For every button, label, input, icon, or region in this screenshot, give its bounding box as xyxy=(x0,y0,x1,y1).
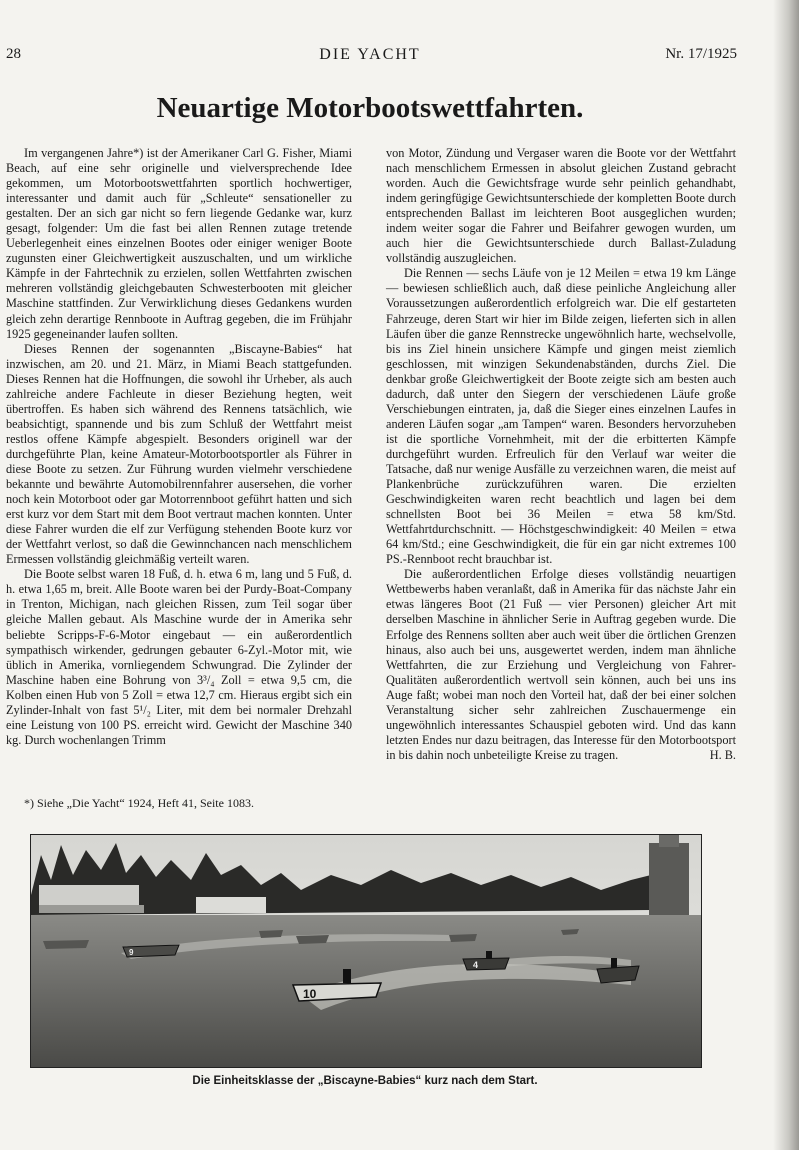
boat-number: 9 xyxy=(129,948,134,957)
paragraph: Die Boote selbst waren 18 Fuß, d. h. etwa 6 m, lang und 5 Fuß, d. h. etwa 1,65 m, breit. Alle Boote waren bei der Purdy-Boat-Company in Trenton, Michigan, nach gleichen Rissen, zum Teil sogar über gleiche Mallen gebaut. Als Maschine wurde der in Amerika sehr beliebte Scripps-F-6-Motor eingebaut — ein außerordentlich sympathisch wirkender, gedrungen gebauter 6-Zyl.-Motor mit, wie üblich in Amerika, vornliegendem Schwungrad. Die Zylinder der Maschine haben eine Bohrung von 3³/₄ Zoll = etwa 9,5 cm, die Kolben einen Hub von 5 Zoll = etwa 12,7 cm. Hieraus ergibt sich ein Zylinder-Inhalt von fast 5¹/₂ Liter, mit dem bei normaler Drehzahl eine Leistung von 100 PS. erreicht wird. Gewicht der Maschine 340 kg. Durch wochenlangen Trimm xyxy=(6,567,352,747)
left-column xyxy=(6,146,352,748)
paragraph: Dieses Rennen der sogenannten „Biscayne-Babies“ hat inzwischen, am 20. und 21. März, in Miami Beach stattgefunden. Dieses Rennen hat die Hoffnungen, die sowohl ihr Urheber, als auch zahlreiche andere Fachleute in dieser Beziehung hegten, weit übertroffen. Es haben sich während des Rennens tatsächlich, wie beabsichtigt, spannende und bis zum Schluß der Wettfahrt meist restlos offene Kämpfe abgespielt. Besonders originell war der durchgeführte Plan, keine Amateur-Motorbootsportler als Führer in diese Boote zu setzen. Zur Führung wurden vielmehr verschiedene bekannte und bewährte Automobilrennfahrer ausersehen, die vorher noch kein Motorboot oder gar Motorrennboot geführt hatten und sich erst kurz vor dem Start mit dem Boot vertraut machen konnten. Unter diese Fahrer wurden die elf zur Verfügung stehenden Boote kurz vor der Wettfahrt verlost, so daß die Gewinnchancen nach menschlichem Ermessen vollständig gleichmäßig verteilt waren. xyxy=(6,341,352,567)
boat-number: 10 xyxy=(303,987,317,1001)
paragraph: Die Rennen — sechs Läufe von je 12 Meilen = etwa 19 km Länge — bewiesen schließlich auch, daß diese peinliche Angleichung aller Voraussetzungen außerordentlich erfolgreich war. Die elf gestarteten Fahrzeuge, deren Start wir hier im Bilde zeigen, lieferten sich in allen Läufen über die ganze Rennstrecke ungewöhnlich harte, wechselvolle, bis ins Ziel hinein unsichere Kämpfe und gingen meist ziemlich geschlossen, mit winzigen Sekundenabständen, durchs Ziel. Die denkbar große Gleichwertigkeit der Boote zeigte sich am besten auch dadurch, daß unter den Siegern der verschiedenen Läufe große Verschiebungen eintraten, ja, daß die Sieger eines einzelnen Laufes in anderen Läufen sogar „am Tampen“ waren. Besonders hervorzuheben ist die sportliche Vornehmheit, mit der die erbitterten Kämpfe durchgeführt wurden. Erfreulich für den Verlauf war weiter die Tatsache, daß nur wenige Ausfälle zu verzeichnen waren, die meist auf Plankenbrüche zurückzuführen waren. Die erzielten Geschwindigkeiten waren recht beachtlich und lagen bei dem schnellsten Boot bei 36 Meilen = etwa 58 km/Std. Wettfahrtdurchschnitt. — Höchstgeschwindigkeit: 40 Meilen = etwa 64 km/Std.; eine Geschwindigkeit, die für ein gar nicht extremes 100 PS.-Rennboot recht brauchbar ist. xyxy=(386,266,736,567)
paragraph: von Motor, Zündung und Vergaser waren die Boote vor der Wettfahrt nach menschlichem Ermessen in absolut gleichen Zustand gebracht worden. Auch die Gewichtsfrage wurde sehr peinlich gehandhabt, indem geringfügige Gewichtsunterschiede der kompletten Boote durch entsprechenden Ballast im leichteren Boot ausgeglichen wurden; indem weiter sogar die Fahrer und Beifahrer gewogen wurden, um auch hier die Gewichtsunterschiede durch Ballast-Zuladung vollständig auszugleichen. xyxy=(386,146,736,266)
right-column xyxy=(386,146,736,763)
author-signature: H. B. xyxy=(709,747,736,762)
boat-number: 4 xyxy=(473,960,479,970)
issue-number: Nr. 17/1925 xyxy=(665,46,737,62)
paragraph: Im vergangenen Jahre*) ist der Amerikaner Carl G. Fisher, Miami Beach, auf eine sehr originelle und vielversprechende Idee gekommen, um Motorbootswettfahrten sportlich hochwertiger, interessanter und damit auch für „Schleute“ sensationeller zu gestalten. Der an sich gar nicht so fern liegende Gedanke war, kurz gesagt, folgender: Um die fast bei allen Rennen zutage tretende Ueberlegenheit eines einzelnen Bootes oder einiger weniger Boote zugunsten einer Gleichwertigkeit auszuschalten, und um wirkliche Kämpfe in der Fahrtechnik zu erzielen, sollen Wettfahrten zwischen mehreren vollständig gleichgebauten Schwesterbooten mit gleicher Maschine stattfinden. Zur Verwirklichung dieses Gedankens wurden gleich zehn derartige Rennboote in Auftrag gegeben, die im Frühjahr 1925 gegeneinander laufen sollten. xyxy=(6,146,352,341)
paragraph-text: Die außerordentlichen Erfolge dieses vollständig neuartigen Wettbewerbs haben veranlaßt, daß in Amerika für das nächste Jahr ein etwas längeres Boot (21 Fuß — vier Personen) gleicher Art mit derselben Maschine in ähnlicher Serie in Auftrag gegeben wurde. Die Erfolge des Rennens sollten aber auch weit über die örtlichen Grenzen hinaus, also auch bei uns, ausgewertet werden, indem man ähnliche Wettfahrten, die zur Erziehung und Vergleichung von Fahrer-Qualitäten außerordentlich wertvoll sein können, auch bei uns ins Auge faßt; wobei man noch den Vorteil hat, daß der bei einer solchen Veranstaltung sicher sehr zahlreichen Zuschauermenge ein ungewöhnlich interessantes Schauspiel geboten wird. Und das kann letzten Endes nur dazu beitragen, das Interesse für den Motorbootsport in bis dahin noch unbeteiligte Kreise zu tragen. xyxy=(386,567,736,762)
article-title: Neuartige Motorbootswettfahrten. xyxy=(156,92,584,124)
race-photo xyxy=(30,834,702,1068)
page-edge-shadow xyxy=(773,0,799,1150)
figure-caption: Die Einheitsklasse der „Biscayne-Babies“ kurz nach dem Start. xyxy=(192,1075,538,1087)
paragraph xyxy=(386,567,736,763)
footnote: *) Siehe „Die Yacht“ 1924, Heft 41, Seite 1083. xyxy=(24,796,254,810)
page-number: 28 xyxy=(6,46,21,62)
journal-name: DIE YACHT xyxy=(319,46,421,63)
